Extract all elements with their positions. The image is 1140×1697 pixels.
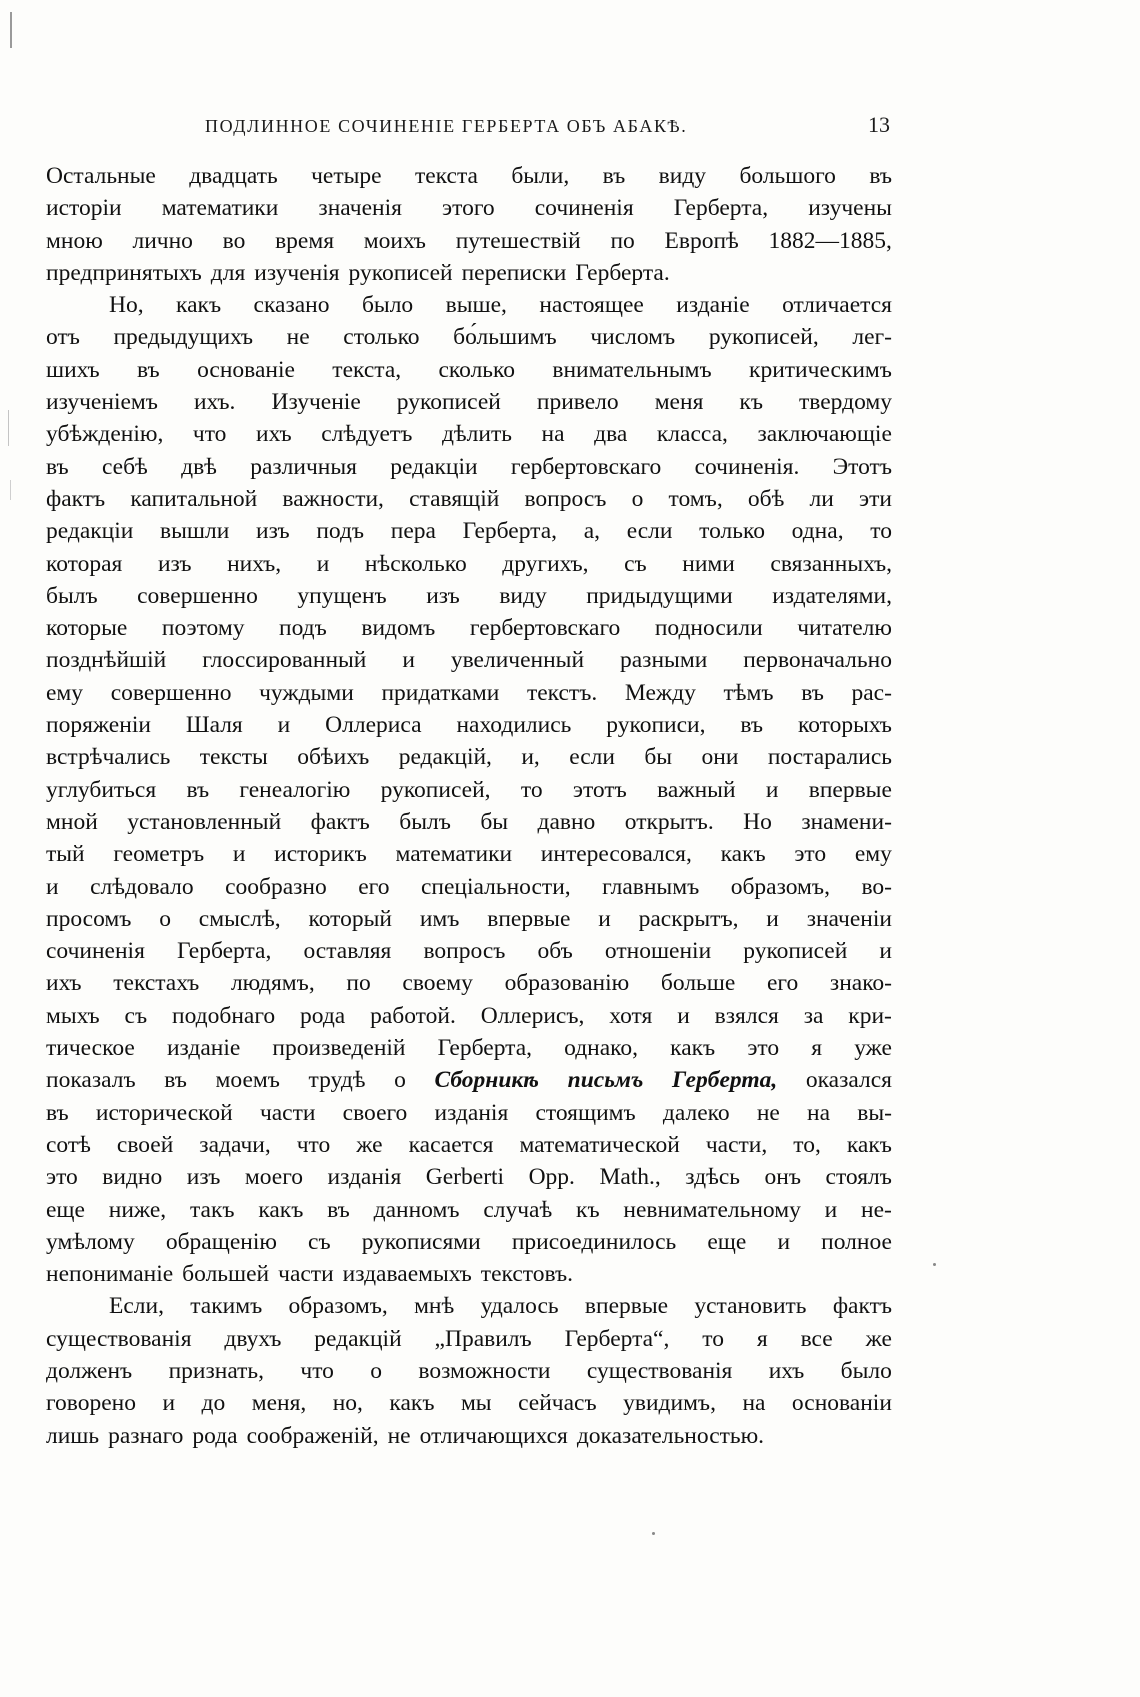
text-line: въ исторической части своего изданія стоящимъ далеко не на вы-	[46, 1099, 892, 1126]
text-line: и слѣдовало сообразно его спеціальности, главнымъ образомъ, во-	[46, 873, 892, 900]
text-line: лишь разнаго рода соображеній, не отличающихся доказательностью.	[46, 1422, 765, 1449]
text-line: изученіемъ ихъ. Изученіе рукописей привело меня къ твердому	[46, 389, 892, 416]
text-line: былъ совершенно упущенъ изъ виду придыдущими издателями,	[46, 582, 892, 609]
text-line: просомъ о смыслѣ, который имъ впервые и раскрытъ, и значеніи	[46, 905, 892, 932]
text-line: Но, какъ сказано было выше, настоящее изданіе отличается	[109, 292, 892, 319]
text-line: убѣжденію, что ихъ слѣдуетъ дѣлить на два класса, заключающіе	[46, 421, 892, 448]
text-line: Остальные двадцать четыре текста были, въ виду большого въ	[46, 163, 892, 189]
text-line: долженъ признать, что о возможности существованія ихъ было	[46, 1357, 892, 1384]
text-line: говорено и до меня, но, какъ мы сейчасъ увидимъ, на основаніи	[46, 1390, 892, 1417]
text-line: позднѣйшій глоссированный и увеличенный разными первоначально	[46, 647, 892, 674]
scan-margin-mark	[10, 12, 12, 48]
scan-speck	[652, 1532, 655, 1535]
text-line: мной установленный фактъ былъ бы давно открытъ. Но знамени-	[46, 808, 892, 835]
text-line: сочиненія Герберта, оставляя вопросъ объ отношеніи рукописей и	[46, 938, 892, 965]
text-line: мною лично во время моихъ путешествій по Европѣ 1882—1885,	[46, 227, 892, 254]
text-line: показалъ въ моемъ трудѣ о Сборникѣ письмъ Герберта, оказался	[46, 1067, 892, 1094]
text-line: еще ниже, такъ какъ въ данномъ случаѣ къ невнимательному и не-	[46, 1196, 892, 1223]
text-line: непониманіе большей части издаваемыхъ текстовъ.	[46, 1261, 574, 1288]
text-line: фактъ капитальной важности, ставящій вопросъ о томъ, обѣ ли эти	[46, 485, 892, 512]
body-text	[46, 160, 892, 1452]
page-number: 13	[868, 112, 890, 137]
text-line: которые поэтому подъ видомъ гербертовскаго подносили читателю	[46, 615, 892, 642]
scan-margin-mark	[8, 410, 9, 446]
text-line: сотѣ своей задачи, что же касается математической части, то, какъ	[46, 1131, 892, 1158]
text-line: тый геометръ и историкъ математики интересовался, какъ это ему	[46, 841, 892, 868]
scan-margin-mark	[10, 480, 11, 500]
paragraph	[46, 1290, 892, 1451]
paragraph	[46, 289, 892, 1290]
text-line: ихъ текстахъ людямъ, по своему образованію больше его знако-	[46, 970, 892, 997]
text-line: углубиться въ генеалогію рукописей, то этотъ важный и впервые	[46, 776, 892, 803]
text-line: тическое изданіе произведеній Герберта, однако, какъ это я уже	[46, 1035, 892, 1062]
text-line: въ себѣ двѣ различныя редакціи гербертовскаго сочиненія. Этотъ	[46, 453, 892, 480]
paragraph	[46, 160, 892, 289]
text-line: это видно изъ моего изданія Gerberti Opp. Math., здѣсь онъ стоялъ	[46, 1164, 892, 1191]
text-line: шихъ въ основаніе текста, сколько внимательнымъ критическимъ	[46, 356, 892, 383]
text-line: исторіи математики значенія этого сочиненія Герберта, изучены	[46, 195, 892, 222]
text-line: Если, такимъ образомъ, мнѣ удалось впервые установить фактъ	[109, 1293, 892, 1320]
text-line: встрѣчались тексты обѣихъ редакцій, и, если бы они постарались	[46, 744, 892, 771]
text-line: которая изъ нихъ, и нѣсколько другихъ, съ ними связанныхъ,	[46, 550, 892, 577]
text-line: предпринятыхъ для изученія рукописей переписки Герберта.	[46, 259, 670, 286]
text-line: существованія двухъ редакцій „Правилъ Герберта“, то я все же	[46, 1325, 892, 1352]
text-line: мыхъ съ подобнаго рода работой. Оллерисъ, хотя и взялся за кри-	[46, 1002, 892, 1029]
running-title: ПОДЛИННОЕ СОЧИНЕНІЕ ГЕРБЕРТА ОБЪ АБАКѢ.	[205, 116, 688, 136]
text-line: поряженіи Шаля и Оллериса находились рукописи, въ которыхъ	[46, 712, 892, 739]
text-line: отъ предыдущихъ не столько бо́льшимъ числомъ рукописей, лег-	[46, 324, 892, 351]
text-line: ему совершенно чуждыми придатками текстъ. Между тѣмъ въ рас-	[46, 679, 892, 706]
text-line: умѣлому обращенію съ рукописями присоединилось еще и полное	[46, 1228, 892, 1255]
text-line: редакціи вышли изъ подъ пера Герберта, а, если только одна, то	[46, 518, 892, 545]
scan-speck	[933, 1263, 936, 1266]
